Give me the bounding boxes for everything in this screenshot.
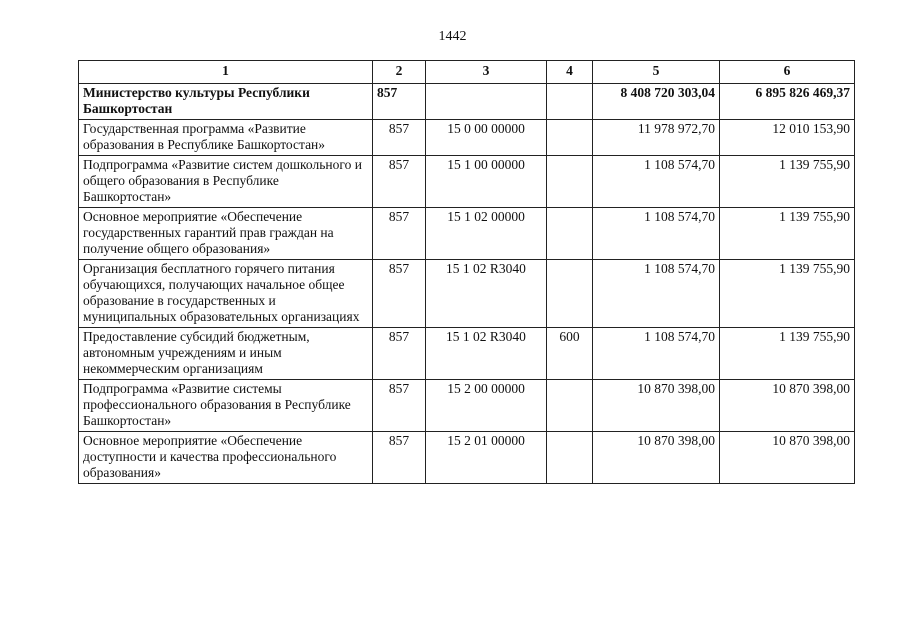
row-name: Подпрограмма «Развитие системы профессионального образования в Республике Башкортостан» [79, 380, 373, 432]
column-header-amount-1: 5 [593, 61, 720, 84]
row-amount-1: 10 870 398,00 [593, 432, 720, 484]
row-csr-code: 15 1 02 00000 [426, 208, 547, 260]
row-name: Организация бесплатного горячего питания обучающихся, получающих начальное общее образование в государственных и муниципальных образовательных организациях [79, 260, 373, 328]
row-name: Государственная программа «Развитие образования в Республике Башкортостан» [79, 120, 373, 156]
row-name: Подпрограмма «Развитие систем дошкольного и общего образования в Республике Башкортостан» [79, 156, 373, 208]
row-vr-code [547, 380, 593, 432]
row-csr-code: 15 1 02 R3040 [426, 328, 547, 380]
table-row [79, 380, 855, 432]
row-csr-code: 15 0 00 00000 [426, 120, 547, 156]
row-ved-code: 857 [373, 328, 426, 380]
table-row [79, 260, 855, 328]
row-vr-code [547, 120, 593, 156]
row-ved-code: 857 [373, 120, 426, 156]
row-ved-code: 857 [373, 208, 426, 260]
budget-table [78, 60, 855, 484]
row-csr-code [426, 84, 547, 120]
page-number: 1442 [438, 29, 467, 44]
row-amount-2: 1 139 755,90 [720, 156, 855, 208]
column-header-name: 1 [79, 61, 373, 84]
table-row [79, 156, 855, 208]
row-amount-2: 10 870 398,00 [720, 432, 855, 484]
row-vr-code [547, 260, 593, 328]
column-header-vr: 4 [547, 61, 593, 84]
row-amount-2: 6 895 826 469,37 [720, 84, 855, 120]
table-row [79, 432, 855, 484]
column-header-amount-2: 6 [720, 61, 855, 84]
table-row [79, 120, 855, 156]
row-name: Министерство культуры Республики Башкортостан [79, 84, 373, 120]
row-name: Основное мероприятие «Обеспечение государственных гарантий прав граждан на получение общего образования» [79, 208, 373, 260]
row-amount-2: 1 139 755,90 [720, 260, 855, 328]
row-amount-2: 1 139 755,90 [720, 328, 855, 380]
row-ved-code: 857 [373, 432, 426, 484]
row-csr-code: 15 1 02 R3040 [426, 260, 547, 328]
row-vr-code: 600 [547, 328, 593, 380]
row-amount-1: 11 978 972,70 [593, 120, 720, 156]
column-header-csr: 3 [426, 61, 547, 84]
row-amount-1: 1 108 574,70 [593, 328, 720, 380]
row-amount-2: 1 139 755,90 [720, 208, 855, 260]
row-csr-code: 15 1 00 00000 [426, 156, 547, 208]
row-name: Основное мероприятие «Обеспечение доступности и качества профессионального образования» [79, 432, 373, 484]
column-header-ved: 2 [373, 61, 426, 84]
row-amount-1: 10 870 398,00 [593, 380, 720, 432]
row-amount-2: 12 010 153,90 [720, 120, 855, 156]
row-vr-code [547, 156, 593, 208]
row-ved-code: 857 [373, 156, 426, 208]
row-amount-1: 1 108 574,70 [593, 260, 720, 328]
table-row [79, 208, 855, 260]
row-amount-1: 8 408 720 303,04 [593, 84, 720, 120]
row-amount-2: 10 870 398,00 [720, 380, 855, 432]
row-amount-1: 1 108 574,70 [593, 208, 720, 260]
row-vr-code [547, 208, 593, 260]
row-ved-code: 857 [373, 380, 426, 432]
table-row [79, 328, 855, 380]
row-name: Предоставление субсидий бюджетным, автономным учреждениям и иным некоммерческим организациям [79, 328, 373, 380]
table-row [79, 84, 855, 120]
row-amount-1: 1 108 574,70 [593, 156, 720, 208]
row-vr-code [547, 84, 593, 120]
row-vr-code [547, 432, 593, 484]
table-header-row [79, 61, 855, 84]
row-ved-code: 857 [373, 84, 426, 120]
row-csr-code: 15 2 01 00000 [426, 432, 547, 484]
row-csr-code: 15 2 00 00000 [426, 380, 547, 432]
row-ved-code: 857 [373, 260, 426, 328]
